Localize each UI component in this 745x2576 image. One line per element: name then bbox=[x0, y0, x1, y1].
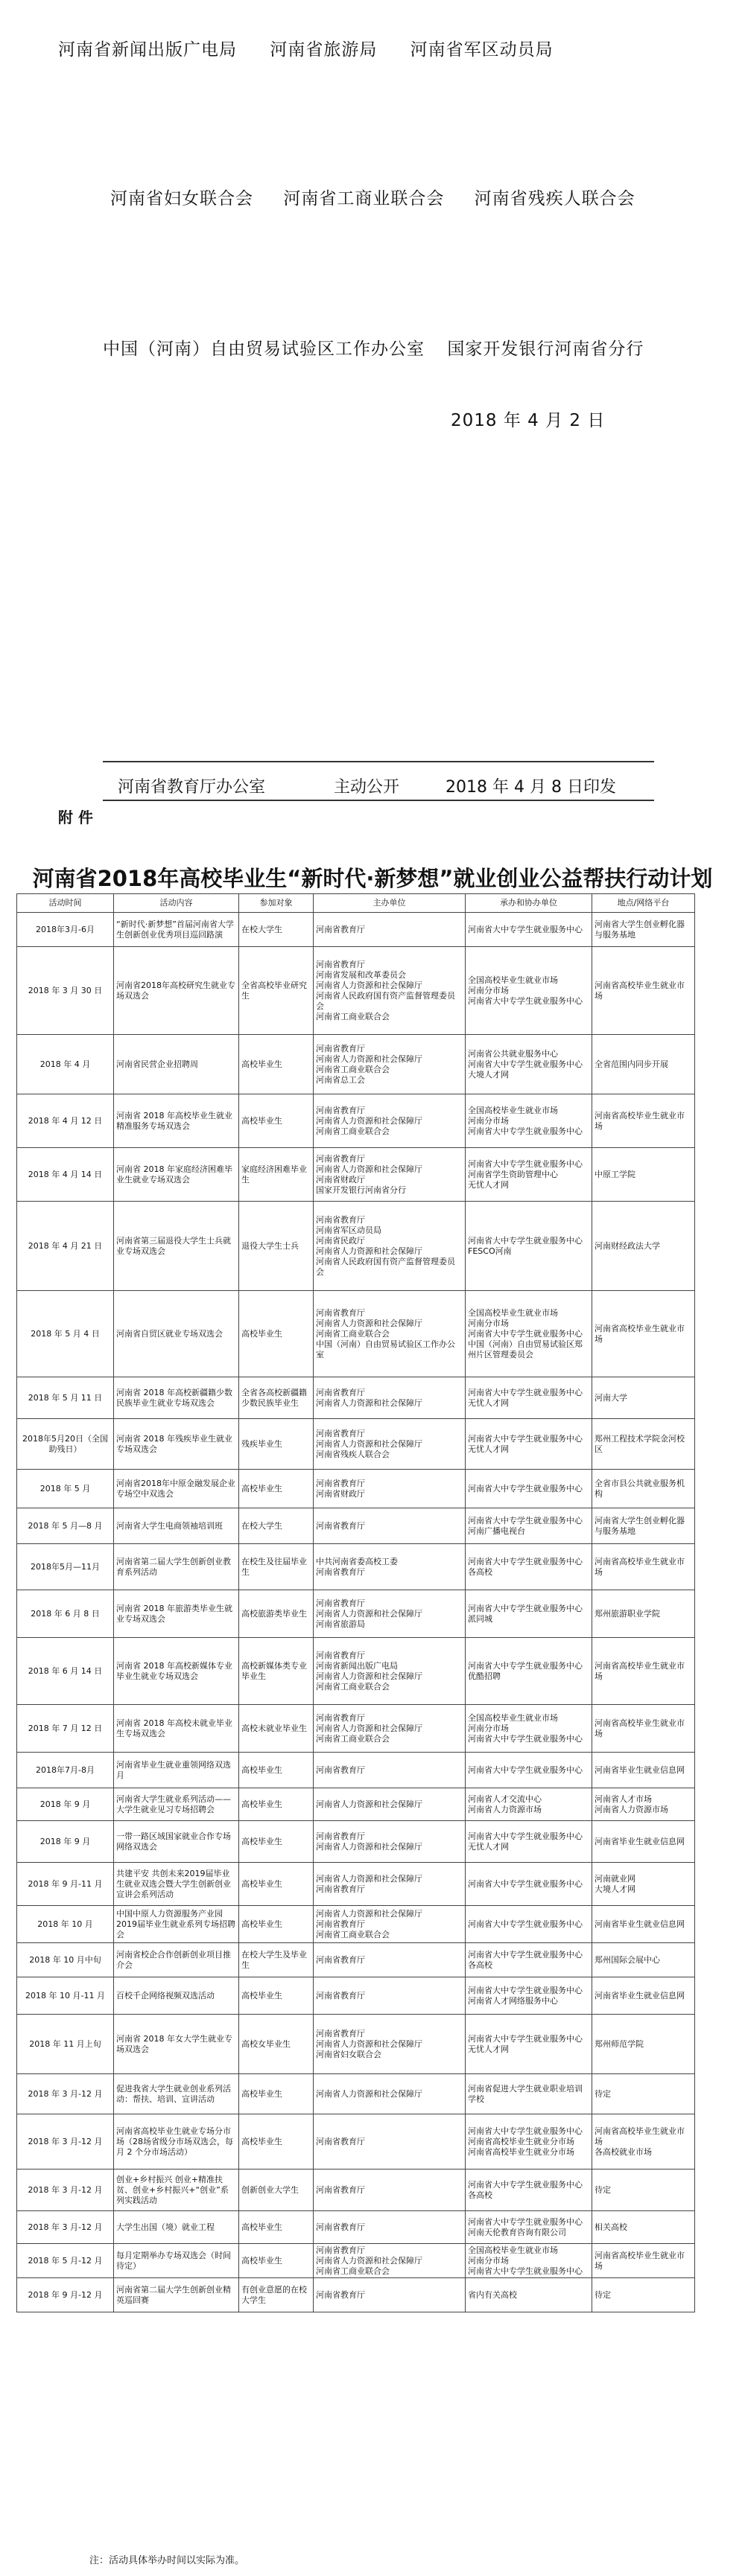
cell-organizer: 全国高校毕业生就业市场 河南分市场 河南省大中专学生就业服务中心 bbox=[466, 1705, 592, 1753]
cell-participants: 创新创业大学生 bbox=[239, 2169, 314, 2211]
table-row bbox=[17, 1544, 695, 1590]
org-free-trade-zone: 中国（河南）自由贸易试验区工作办公室 bbox=[103, 339, 425, 359]
cell-location: 待定 bbox=[592, 2074, 695, 2114]
cell-organizer: 河南省大中专学生就业服务中心 河南省高校毕业生就业分市场 河南省高校毕业生就业分市场 bbox=[466, 2114, 592, 2169]
table-row bbox=[17, 2169, 695, 2211]
cell-organizer: 河南省大中专学生就业服务中心 bbox=[466, 1863, 592, 1906]
cell-participants: 高校毕业生 bbox=[239, 1821, 314, 1863]
cell-participants: 高校毕业生 bbox=[239, 1035, 314, 1094]
cell-time: 2018 年 11 月上旬 bbox=[17, 2015, 114, 2074]
org-military-mobilization: 河南省军区动员局 bbox=[410, 40, 554, 60]
cell-participants: 在校大学生及毕业生 bbox=[239, 1943, 314, 1977]
cell-time: 2018 年 9 月-11 月 bbox=[17, 1863, 114, 1906]
plan-title: 河南省2018年高校毕业生“新时代·新梦想”就业创业公益帮扶行动计划 bbox=[32, 866, 713, 891]
cell-content: 河南省 2018 年高校新媒体专业毕业生就业专场双选会 bbox=[114, 1638, 239, 1705]
cell-host: 河南省教育厅 bbox=[314, 2169, 466, 2211]
cell-location: 郑州国际会展中心 bbox=[592, 1943, 695, 1977]
org-disabled-federation: 河南省残疾人联合会 bbox=[474, 189, 635, 208]
cell-location: 河南大学 bbox=[592, 1377, 695, 1419]
cell-participants: 高校毕业生 bbox=[239, 1094, 314, 1148]
cell-participants: 高校毕业生 bbox=[239, 2074, 314, 2114]
cell-organizer: 河南省大中专学生就业服务中心 无忧人才网 bbox=[466, 1821, 592, 1863]
table-row bbox=[17, 1977, 695, 2015]
cell-content: 河南省第二届大学生创新创业精英巡回赛 bbox=[114, 2278, 239, 2312]
cell-host: 河南省教育厅 bbox=[314, 1943, 466, 1977]
org-line-1 bbox=[58, 36, 554, 60]
cell-content: 河南省校企合作创新创业项目推介会 bbox=[114, 1943, 239, 1977]
table-header-row bbox=[17, 894, 695, 913]
cell-time: 2018 年 3 月 30 日 bbox=[17, 947, 114, 1035]
cell-content: 大学生出国（境）就业工程 bbox=[114, 2211, 239, 2244]
cell-content: 河南省第二届大学生创新创业教育系列活动 bbox=[114, 1544, 239, 1590]
cell-participants: 高校毕业生 bbox=[239, 2244, 314, 2278]
cell-participants: 高校毕业生 bbox=[239, 1470, 314, 1508]
cell-host: 河南省教育厅 bbox=[314, 2114, 466, 2169]
cell-time: 2018 年 4 月 21 日 bbox=[17, 1202, 114, 1291]
cell-participants: 全省各高校新疆籍少数民族毕业生 bbox=[239, 1377, 314, 1419]
attachment-label: 附 件 bbox=[58, 809, 93, 826]
table-row bbox=[17, 1705, 695, 1753]
cell-participants: 高校毕业生 bbox=[239, 2114, 314, 2169]
table-row bbox=[17, 1788, 695, 1821]
table-row bbox=[17, 1202, 695, 1291]
cell-content: 河南省 2018 年残疾毕业生就业专场双选会 bbox=[114, 1419, 239, 1470]
cell-content: 河南省 2018 年高校未就业毕业生专场双选会 bbox=[114, 1705, 239, 1753]
cell-content: 河南省 2018 年旅游类毕业生就业专场双选会 bbox=[114, 1590, 239, 1638]
cell-time: 2018 年 5 月 bbox=[17, 1470, 114, 1508]
cell-time: 2018 年 6 月 14 日 bbox=[17, 1638, 114, 1705]
cell-organizer: 河南省大中专学生就业服务中心 河南广播电视台 bbox=[466, 1508, 592, 1544]
cell-host: 河南省人力资源和社会保障厅 bbox=[314, 1788, 466, 1821]
cell-content: 河南省大学生电商领袖培训班 bbox=[114, 1508, 239, 1544]
cell-organizer: 河南省大中专学生就业服务中心 河南省人才网络服务中心 bbox=[466, 1977, 592, 2015]
cell-content: 河南省 2018 年高校毕业生就业精准服务专场双选会 bbox=[114, 1094, 239, 1148]
cell-location: 河南省高校毕业生就业市场 bbox=[592, 1094, 695, 1148]
cell-content: 中国中原人力资源服务产业园2019届毕业生就业系列专场招聘会 bbox=[114, 1906, 239, 1943]
cell-time: 2018 年 7 月 12 日 bbox=[17, 1705, 114, 1753]
cell-location: 河南就业网 大境人才网 bbox=[592, 1863, 695, 1906]
footer-disclosure: 主动公开 bbox=[334, 778, 400, 797]
table-row bbox=[17, 1419, 695, 1470]
cell-location: 河南省毕业生就业信息网 bbox=[592, 1977, 695, 2015]
table-row bbox=[17, 1094, 695, 1148]
cell-host: 河南省教育厅 bbox=[314, 1508, 466, 1544]
table-row bbox=[17, 1148, 695, 1202]
cell-organizer: 河南省大中专学生就业服务中心 bbox=[466, 913, 592, 947]
cell-participants: 高校女毕业生 bbox=[239, 2015, 314, 2074]
cell-time: 2018 年 9 月 bbox=[17, 1788, 114, 1821]
cell-content: “新时代·新梦想”首届河南省大学生创新创业优秀项目巡回路演 bbox=[114, 913, 239, 947]
cell-time: 2018年5月20日（全国助残日） bbox=[17, 1419, 114, 1470]
cell-participants: 高校毕业生 bbox=[239, 1977, 314, 2015]
cell-content: 创业+乡村振兴 创业+精准扶贫、创业+乡村振兴+“创业”系列实践活动 bbox=[114, 2169, 239, 2211]
org-commerce-federation: 河南省工商业联合会 bbox=[283, 189, 445, 208]
cell-location: 河南省毕业生就业信息网 bbox=[592, 1753, 695, 1788]
cell-organizer: 河南省大中专学生就业服务中心 各高校 bbox=[466, 1943, 592, 1977]
cell-participants: 家庭经济困难毕业生 bbox=[239, 1148, 314, 1202]
header-organizer: 承办和协办单位 bbox=[466, 894, 592, 913]
cell-time: 2018 年 10 月-11 月 bbox=[17, 1977, 114, 2015]
cell-host: 河南省教育厅 河南省人力资源和社会保障厅 bbox=[314, 1821, 466, 1863]
cell-time: 2018 年 9 月-12 月 bbox=[17, 2278, 114, 2312]
org-press-broadcast: 河南省新闻出版广电局 bbox=[58, 40, 237, 60]
cell-organizer: 全国高校毕业生就业市场 河南分市场 河南省大中专学生就业服务中心 bbox=[466, 2244, 592, 2278]
cell-participants: 在校大学生 bbox=[239, 1508, 314, 1544]
cell-content: 一带一路区域国家就业合作专场网络双选会 bbox=[114, 1821, 239, 1863]
cell-participants: 高校未就业毕业生 bbox=[239, 1705, 314, 1753]
table-row bbox=[17, 913, 695, 947]
table-row bbox=[17, 2211, 695, 2244]
cell-location: 全省范围内同步开展 bbox=[592, 1035, 695, 1094]
cell-host: 河南省教育厅 河南省人力资源和社会保障厅 bbox=[314, 1377, 466, 1419]
cell-host: 河南省教育厅 河南省新闻出版广电局 河南省人力资源和社会保障厅 河南省工商业联合会 bbox=[314, 1638, 466, 1705]
table-row bbox=[17, 1821, 695, 1863]
cell-host: 河南省教育厅 河南省人力资源和社会保障厅 河南省工商业联合会 中国（河南）自由贸易试验区工作办公室 bbox=[314, 1291, 466, 1377]
cell-host: 河南省人力资源和社会保障厅 河南省教育厅 bbox=[314, 1863, 466, 1906]
table-row bbox=[17, 1470, 695, 1508]
cell-content: 河南省 2018 年家庭经济困难毕业生就业专场双选会 bbox=[114, 1148, 239, 1202]
footer-office: 河南省教育厅办公室 bbox=[118, 778, 266, 797]
cell-time: 2018年7月-8月 bbox=[17, 1753, 114, 1788]
cell-time: 2018 年 10 月 bbox=[17, 1906, 114, 1943]
cell-location: 中原工学院 bbox=[592, 1148, 695, 1202]
table-row bbox=[17, 1753, 695, 1788]
cell-participants: 退役大学生士兵 bbox=[239, 1202, 314, 1291]
cell-organizer: 河南省大中专学生就业服务中心 优酷招聘 bbox=[466, 1638, 592, 1705]
cell-participants: 有创业意愿的在校大学生 bbox=[239, 2278, 314, 2312]
cell-location: 河南省高校毕业生就业市场 bbox=[592, 1638, 695, 1705]
cell-content: 共建平安 共创未来2019届毕业生就业双选会暨大学生创新创业宣讲会系列活动 bbox=[114, 1863, 239, 1906]
cell-location: 河南省毕业生就业信息网 bbox=[592, 1821, 695, 1863]
cell-time: 2018 年 5 月 11 日 bbox=[17, 1377, 114, 1419]
table-row bbox=[17, 1377, 695, 1419]
cell-host: 河南省教育厅 bbox=[314, 2211, 466, 2244]
cell-organizer: 河南省大中专学生就业服务中心 bbox=[466, 1906, 592, 1943]
cell-host: 河南省教育厅 河南省人力资源和社会保障厅 河南省工商业联合会 bbox=[314, 1094, 466, 1148]
cell-time: 2018年3月-6月 bbox=[17, 913, 114, 947]
footer-bottom-rule bbox=[103, 800, 654, 801]
cell-organizer: 河南省大中专学生就业服务中心 无忧人才网 bbox=[466, 1419, 592, 1470]
cell-participants: 高校毕业生 bbox=[239, 1788, 314, 1821]
cell-location: 河南省高校毕业生就业市场 bbox=[592, 1291, 695, 1377]
cell-time: 2018 年 4 月 14 日 bbox=[17, 1148, 114, 1202]
cell-participants: 高校毕业生 bbox=[239, 1753, 314, 1788]
cell-participants: 残疾毕业生 bbox=[239, 1419, 314, 1470]
table-row bbox=[17, 947, 695, 1035]
table-row bbox=[17, 2114, 695, 2169]
table-row bbox=[17, 2015, 695, 2074]
cell-location: 河南省高校毕业生就业市场 bbox=[592, 947, 695, 1035]
cell-organizer: 河南省大中专学生就业服务中心 FESCO河南 bbox=[466, 1202, 592, 1291]
cell-host: 河南省教育厅 河南省人力资源和社会保障厅 河南省旅游局 bbox=[314, 1590, 466, 1638]
table-row bbox=[17, 1863, 695, 1906]
table-body bbox=[17, 913, 695, 2312]
header-participants: 参加对象 bbox=[239, 894, 314, 913]
org-women-federation: 河南省妇女联合会 bbox=[110, 189, 253, 208]
cell-time: 2018年5月—11月 bbox=[17, 1544, 114, 1590]
footnote: 注：活动具体举办时间以实际为准。 bbox=[89, 2555, 245, 2566]
cell-time: 2018 年 10 月中旬 bbox=[17, 1943, 114, 1977]
table-row bbox=[17, 1291, 695, 1377]
table-row bbox=[17, 1508, 695, 1544]
cell-content: 河南省民营企业招聘周 bbox=[114, 1035, 239, 1094]
cell-organizer: 全国高校毕业生就业市场 河南分市场 河南省大中专学生就业服务中心 bbox=[466, 1094, 592, 1148]
cell-host: 河南省教育厅 bbox=[314, 913, 466, 947]
cell-organizer: 河南省大中专学生就业服务中心 bbox=[466, 1753, 592, 1788]
cell-organizer: 河南省人才交流中心 河南省人力资源市场 bbox=[466, 1788, 592, 1821]
header-host: 主办单位 bbox=[314, 894, 466, 913]
org-line-3 bbox=[103, 335, 644, 360]
cell-time: 2018 年 4 月 12 日 bbox=[17, 1094, 114, 1148]
cell-participants: 全省高校毕业研究生 bbox=[239, 947, 314, 1035]
table-row bbox=[17, 1035, 695, 1094]
cell-location: 河南省毕业生就业信息网 bbox=[592, 1906, 695, 1943]
footer-print-date: 2018 年 4 月 8 日印发 bbox=[446, 778, 616, 797]
cell-time: 2018 年 3 月-12 月 bbox=[17, 2169, 114, 2211]
cell-participants: 在校生及往届毕业生 bbox=[239, 1544, 314, 1590]
cell-time: 2018 年 3 月-12 月 bbox=[17, 2114, 114, 2169]
cell-location: 全省市县公共就业服务机构 bbox=[592, 1470, 695, 1508]
table-row bbox=[17, 1943, 695, 1977]
cell-host: 河南省教育厅 bbox=[314, 1977, 466, 2015]
table-row bbox=[17, 2244, 695, 2278]
cell-location: 郑州师范学院 bbox=[592, 2015, 695, 2074]
table-row bbox=[17, 1906, 695, 1943]
cell-organizer: 河南省大中专学生就业服务中心 无忧人才网 bbox=[466, 1377, 592, 1419]
cell-content: 河南省第三届退役大学生士兵就业专场双选会 bbox=[114, 1202, 239, 1291]
cell-organizer: 河南省大中专学生就业服务中心 派同城 bbox=[466, 1590, 592, 1638]
cell-host: 河南省教育厅 河南省人力资源和社会保障厅 河南省工商业联合会 bbox=[314, 1705, 466, 1753]
cell-time: 2018 年 5 月—8 月 bbox=[17, 1508, 114, 1544]
cell-host: 河南省教育厅 河南省财政厅 bbox=[314, 1470, 466, 1508]
cell-location: 河南省高校毕业生就业市场 bbox=[592, 1705, 695, 1753]
cell-location: 河南省高校毕业生就业市场 各高校就业市场 bbox=[592, 2114, 695, 2169]
cell-content: 河南省高校毕业生就业专场分市场（28场省级分市场双选会，每月 2 个分市场活动） bbox=[114, 2114, 239, 2169]
cell-host: 河南省教育厅 河南省人力资源和社会保障厅 河南省残疾人联合会 bbox=[314, 1419, 466, 1470]
cell-content: 每月定期举办专场双选会（时间待定） bbox=[114, 2244, 239, 2278]
cell-host: 河南省教育厅 河南省人力资源和社会保障厅 河南省妇女联合会 bbox=[314, 2015, 466, 2074]
cell-host: 河南省教育厅 河南省发展和改革委员会 河南省人力资源和社会保障厅 河南省人民政府国有资产监督管理委员会 河南省工商业联合会 bbox=[314, 947, 466, 1035]
cell-content: 百校千企网络视频双选活动 bbox=[114, 1977, 239, 2015]
cell-time: 2018 年 5 月-12 月 bbox=[17, 2244, 114, 2278]
table-row bbox=[17, 2074, 695, 2114]
issue-date: 2018 年 4 月 2 日 bbox=[451, 411, 606, 430]
cell-content: 河南省毕业生就业重领网络双选月 bbox=[114, 1753, 239, 1788]
cell-time: 2018 年 5 月 4 日 bbox=[17, 1291, 114, 1377]
cell-location: 河南省高校毕业生就业市场 bbox=[592, 2244, 695, 2278]
cell-host: 河南省教育厅 bbox=[314, 2278, 466, 2312]
cell-content: 河南省 2018 年女大学生就业专场双选会 bbox=[114, 2015, 239, 2074]
cell-host: 河南省教育厅 bbox=[314, 1753, 466, 1788]
cell-organizer: 全国高校毕业生就业市场 河南分市场 河南省大中专学生就业服务中心 bbox=[466, 947, 592, 1035]
cell-content: 促进我省大学生就业创业系列活动：帮扶、培训、宣讲活动 bbox=[114, 2074, 239, 2114]
cell-time: 2018 年 3 月-12 月 bbox=[17, 2074, 114, 2114]
cell-host: 中共河南省委高校工委 河南省教育厅 bbox=[314, 1544, 466, 1590]
org-tourism: 河南省旅游局 bbox=[270, 40, 378, 60]
cell-content: 河南省大学生就业系列活动——大学生就业见习专场招聘会 bbox=[114, 1788, 239, 1821]
cell-time: 2018 年 6 月 8 日 bbox=[17, 1590, 114, 1638]
header-location: 地点/网络平台 bbox=[592, 894, 695, 913]
cell-location: 河南省人才市场 河南省人力资源市场 bbox=[592, 1788, 695, 1821]
cell-organizer: 河南省大中专学生就业服务中心 河南天伦教育咨询有限公司 bbox=[466, 2211, 592, 2244]
cell-host: 河南省教育厅 河南省人力资源和社会保障厅 河南省财政厅 国家开发银行河南省分行 bbox=[314, 1148, 466, 1202]
cell-content: 河南省2018年中原金融发展企业专场空中双选会 bbox=[114, 1470, 239, 1508]
cell-organizer: 河南省大中专学生就业服务中心 bbox=[466, 1470, 592, 1508]
cell-location: 待定 bbox=[592, 2169, 695, 2211]
cell-content: 河南省 2018 年高校新疆籍少数民族毕业生就业专场双选会 bbox=[114, 1377, 239, 1419]
cell-location: 河南省高校毕业生就业市场 bbox=[592, 1544, 695, 1590]
cell-location: 郑州旅游职业学院 bbox=[592, 1590, 695, 1638]
cell-host: 河南省教育厅 河南省军区动员局 河南省民政厅 河南省人力资源和社会保障厅 河南省人民政府国有资产监督管理委员会 bbox=[314, 1202, 466, 1291]
cell-participants: 高校新媒体类专业毕业生 bbox=[239, 1638, 314, 1705]
cell-organizer: 河南省大中专学生就业服务中心 河南省学生资助管理中心 无忧人才网 bbox=[466, 1148, 592, 1202]
cell-organizer: 省内有关高校 bbox=[466, 2278, 592, 2312]
activity-table bbox=[16, 893, 695, 2312]
table-row bbox=[17, 2278, 695, 2312]
cell-participants: 高校毕业生 bbox=[239, 1863, 314, 1906]
header-time: 活动时间 bbox=[17, 894, 114, 913]
cell-host: 河南省人力资源和社会保障厅 bbox=[314, 2074, 466, 2114]
cell-time: 2018 年 3 月-12 月 bbox=[17, 2211, 114, 2244]
org-line-2 bbox=[110, 185, 635, 209]
cell-organizer: 河南省大中专学生就业服务中心 各高校 bbox=[466, 2169, 592, 2211]
table-row bbox=[17, 1590, 695, 1638]
cell-location: 河南财经政法大学 bbox=[592, 1202, 695, 1291]
cell-participants: 高校毕业生 bbox=[239, 2211, 314, 2244]
cell-host: 河南省教育厅 河南省人力资源和社会保障厅 河南省工商业联合会 河南省总工会 bbox=[314, 1035, 466, 1094]
cell-participants: 在校大学生 bbox=[239, 913, 314, 947]
cell-location: 待定 bbox=[592, 2278, 695, 2312]
header-content: 活动内容 bbox=[114, 894, 239, 913]
cell-location: 相关高校 bbox=[592, 2211, 695, 2244]
cell-host: 河南省教育厅 河南省人力资源和社会保障厅 河南省工商业联合会 bbox=[314, 2244, 466, 2278]
cell-participants: 高校旅游类毕业生 bbox=[239, 1590, 314, 1638]
cell-time: 2018 年 4 月 bbox=[17, 1035, 114, 1094]
org-development-bank: 国家开发银行河南省分行 bbox=[447, 339, 644, 359]
cell-time: 2018 年 9 月 bbox=[17, 1821, 114, 1863]
cell-content: 河南省2018年高校研究生就业专场双选会 bbox=[114, 947, 239, 1035]
cell-location: 河南省大学生创业孵化器与服务基地 bbox=[592, 913, 695, 947]
cell-organizer: 全国高校毕业生就业市场 河南分市场 河南省大中专学生就业服务中心 中国（河南）自由贸易试验区郑州片区管理委员会 bbox=[466, 1291, 592, 1377]
cell-organizer: 河南省大中专学生就业服务中心 各高校 bbox=[466, 1544, 592, 1590]
cell-location: 郑州工程技术学院金河校区 bbox=[592, 1419, 695, 1470]
cell-content: 河南省自贸区就业专场双选会 bbox=[114, 1291, 239, 1377]
cell-location: 河南省大学生创业孵化器与服务基地 bbox=[592, 1508, 695, 1544]
cell-organizer: 河南省大中专学生就业服务中心 无忧人才网 bbox=[466, 2015, 592, 2074]
footer-top-rule bbox=[103, 761, 654, 762]
table-row bbox=[17, 1638, 695, 1705]
cell-organizer: 河南省促进大学生就业职业培训学校 bbox=[466, 2074, 592, 2114]
cell-organizer: 河南省公共就业服务中心 河南省大中专学生就业服务中心 大境人才网 bbox=[466, 1035, 592, 1094]
cell-participants: 高校毕业生 bbox=[239, 1291, 314, 1377]
cell-participants: 高校毕业生 bbox=[239, 1906, 314, 1943]
cell-host: 河南省人力资源和社会保障厅 河南省教育厅 河南省工商业联合会 bbox=[314, 1906, 466, 1943]
